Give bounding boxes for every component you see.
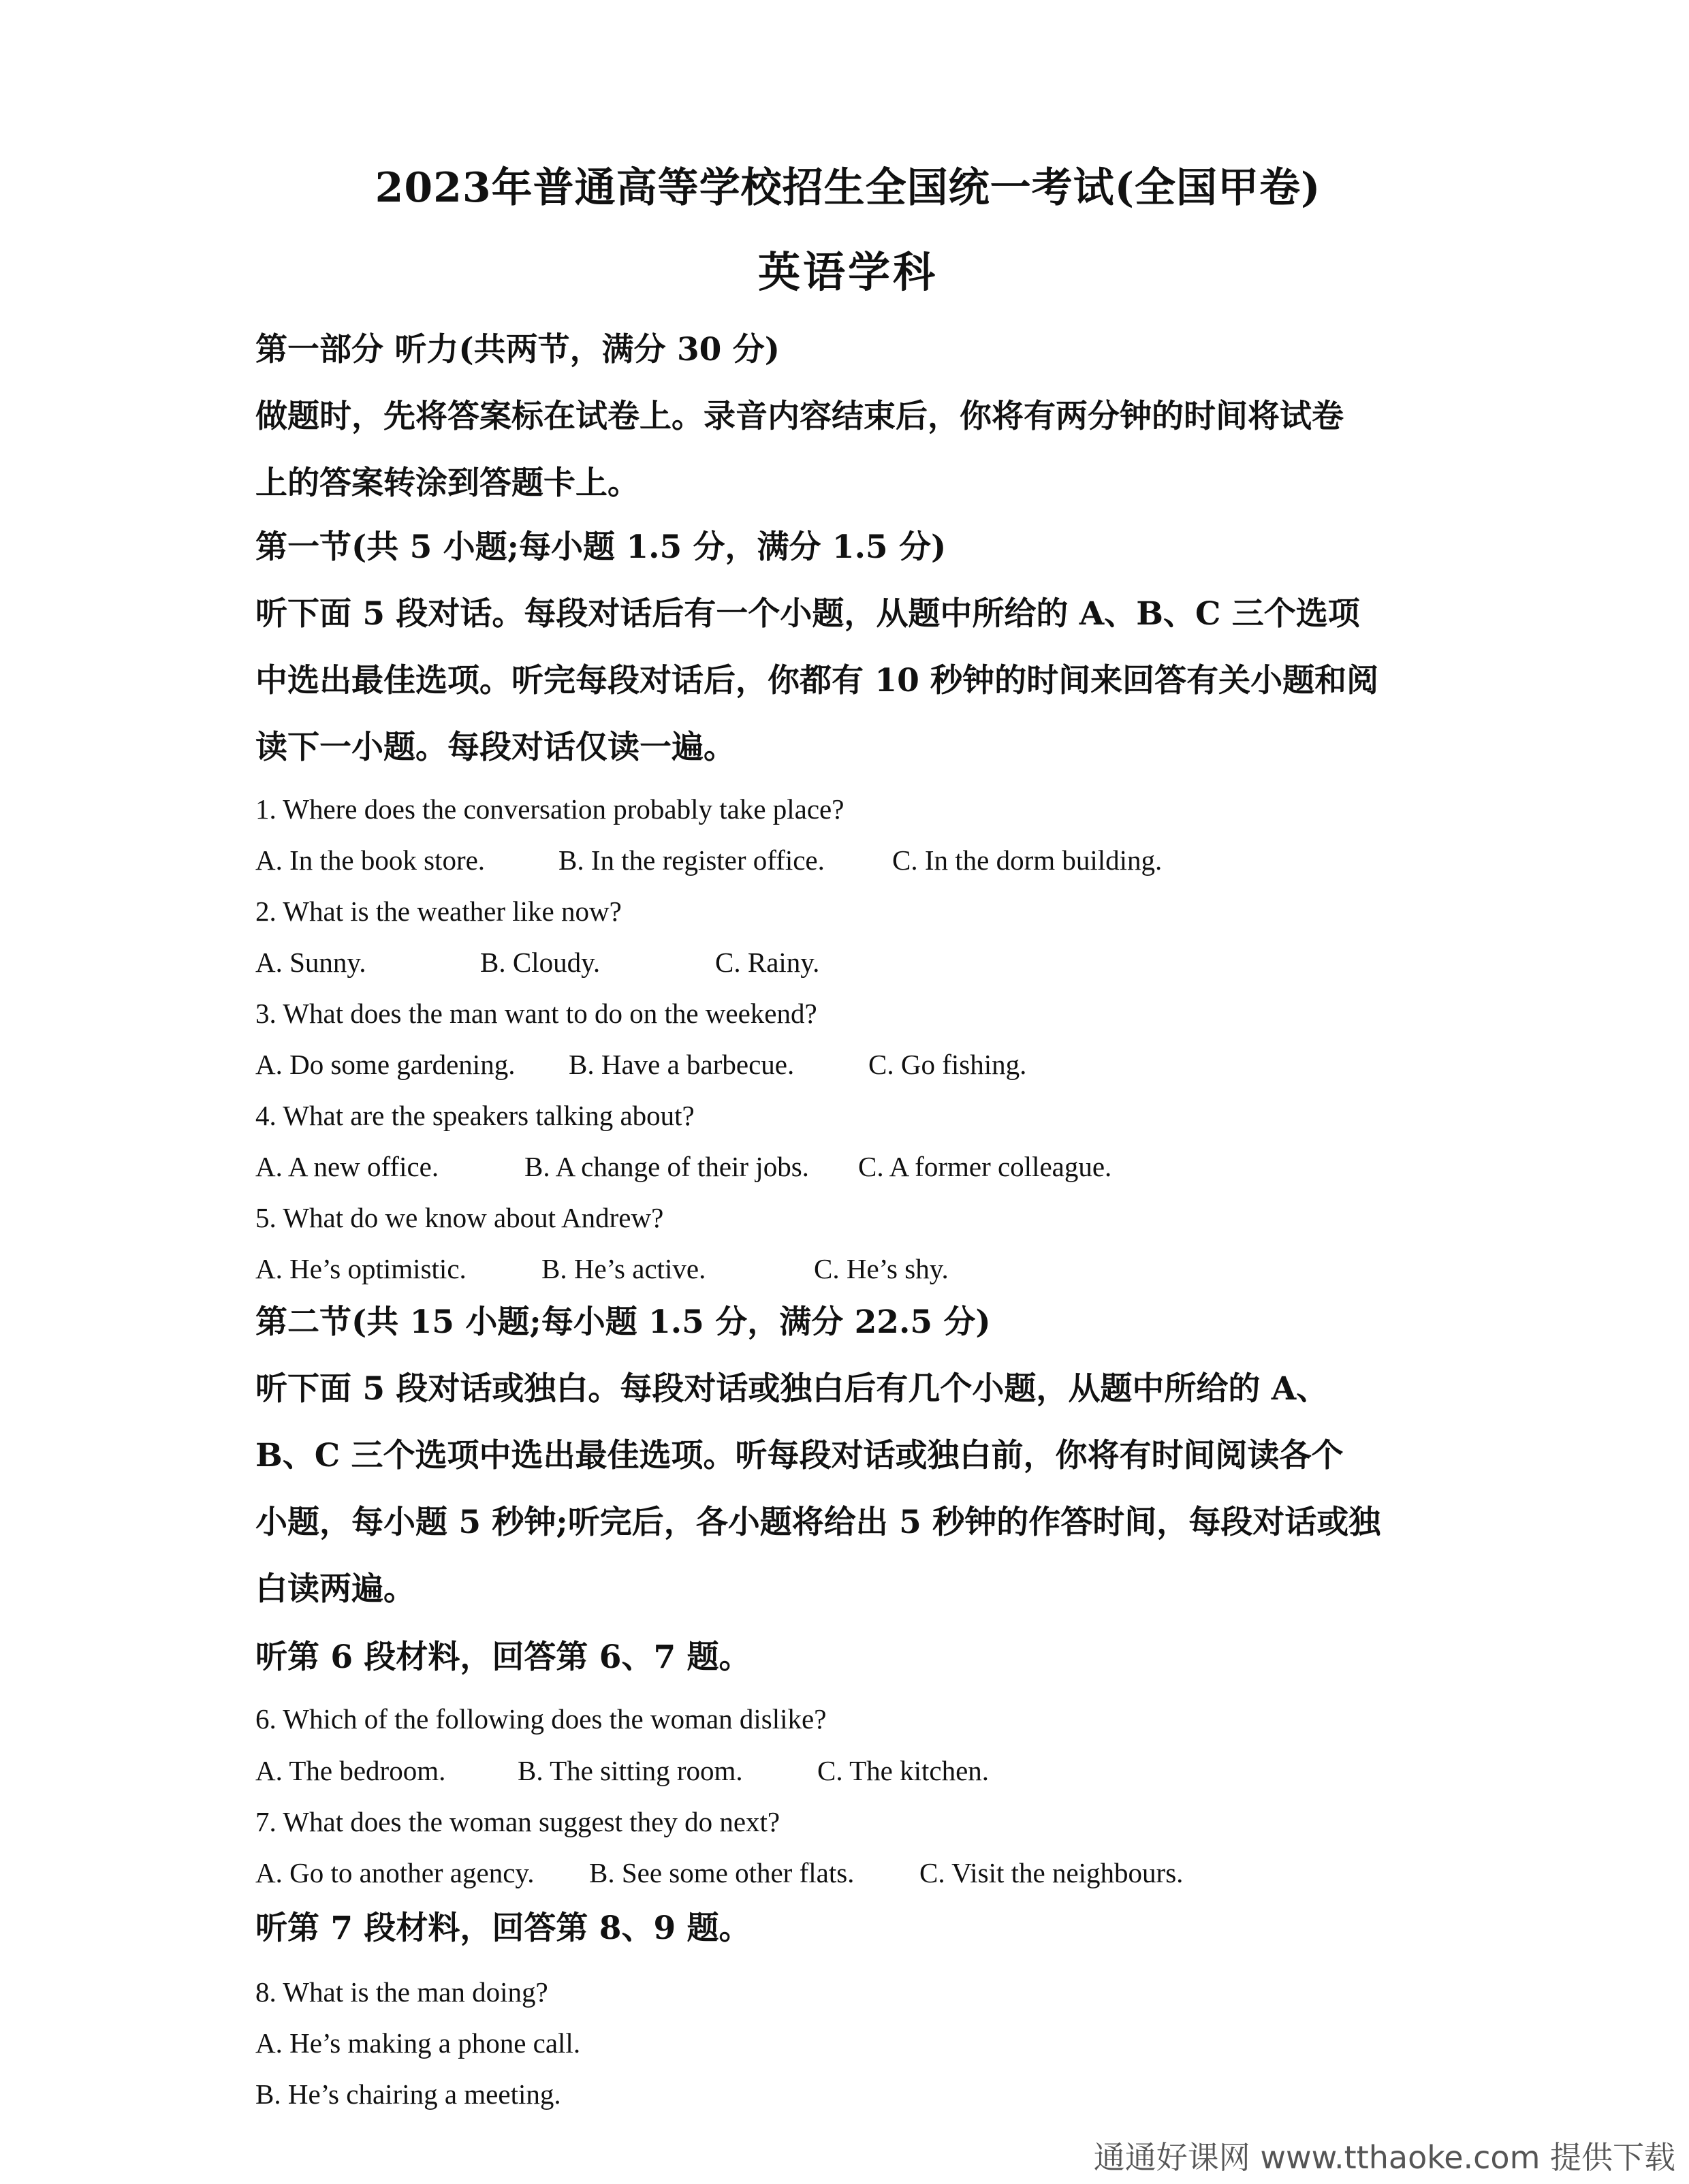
- option-a: A. The bedroom.: [255, 1755, 446, 1786]
- question-2: 2. What is the weather like now?: [255, 896, 622, 927]
- material-6-heading: 听第 6 段材料，回答第 6、7 题。: [255, 1639, 751, 1676]
- part1-instruction-line: 上的答案转涂到答题卡上。: [255, 464, 640, 502]
- watermark-footer: 通通好课网 www.tthaoke.com 提供下载: [1093, 2139, 1675, 2176]
- material-7-heading: 听第 7 段材料，回答第 8、9 题。: [255, 1910, 751, 1947]
- option-a: A. A new office.: [255, 1151, 439, 1182]
- option-c: C. The kitchen.: [817, 1755, 990, 1786]
- option-a: A. Sunny.: [255, 947, 366, 978]
- section1-instruction-line: 中选出最佳选项。听完每段对话后，你都有 10 秒钟的时间来回答有关小题和阅: [255, 662, 1379, 699]
- option-c: C. Visit the neighbours.: [919, 1857, 1184, 1888]
- question-7: 7. What does the woman suggest they do next?: [255, 1806, 780, 1837]
- option-c: C. He’s shy.: [814, 1253, 949, 1284]
- question-5: 5. What do we know about Andrew?: [255, 1202, 664, 1233]
- exam-subject: 英语学科: [757, 247, 938, 297]
- option-c: C. A former colleague.: [858, 1151, 1112, 1182]
- section2-instruction-line: 小题，每小题 5 秒钟;听完后，各小题将给出 5 秒钟的作答时间，每段对话或独: [255, 1504, 1381, 1541]
- question-8-option-b: B. He’s chairing a meeting.: [255, 2078, 561, 2110]
- option-b: B. See some other flats.: [589, 1857, 855, 1888]
- option-b: B. Cloudy.: [480, 947, 601, 978]
- exam-title: 2023年普通高等学校招生全国统一考试(全国甲卷): [375, 164, 1321, 212]
- section2-instruction-line: B、C 三个选项中选出最佳选项。听每段对话或独白前，你将有时间阅读各个: [255, 1437, 1344, 1474]
- option-b: B. He’s active.: [541, 1253, 706, 1284]
- option-a: A. Do some gardening.: [255, 1049, 516, 1080]
- option-c: C. Go fishing.: [868, 1049, 1027, 1080]
- option-b: B. Have a barbecue.: [569, 1049, 795, 1080]
- section1-heading: 第一节(共 5 小题;每小题 1.5 分，满分 1.5 分): [255, 528, 947, 566]
- question-8: 8. What is the man doing?: [255, 1976, 548, 2008]
- option-b: B. In the register office.: [558, 844, 825, 876]
- part1-instruction-line: 做题时，先将答案标在试卷上。录音内容结束后，你将有两分钟的时间将试卷: [255, 398, 1344, 435]
- question-4: 4. What are the speakers talking about?: [255, 1100, 695, 1131]
- option-a: A. In the book store.: [255, 844, 486, 876]
- question-6: 6. Which of the following does the woman dislike?: [255, 1703, 827, 1735]
- option-c: C. In the dorm building.: [892, 844, 1163, 876]
- option-b: B. A change of their jobs.: [524, 1151, 809, 1182]
- section1-instruction-line: 听下面 5 段对话。每段对话后有一个小题，从题中所给的 A、B、C 三个选项: [255, 595, 1360, 633]
- option-a: A. He’s optimistic.: [255, 1253, 467, 1284]
- section2-heading: 第二节(共 15 小题;每小题 1.5 分，满分 22.5 分): [255, 1303, 991, 1341]
- part1-heading: 第一部分 听力(共两节，满分 30 分): [255, 331, 780, 368]
- question-1: 1. Where does the conversation probably take place?: [255, 793, 844, 825]
- option-b: B. The sitting room.: [518, 1755, 743, 1786]
- question-8-option-a: A. He’s making a phone call.: [255, 2027, 581, 2059]
- option-c: C. Rainy.: [715, 947, 820, 978]
- question-3: 3. What does the man want to do on the weekend?: [255, 998, 817, 1029]
- section2-instruction-line: 白读两遍。: [255, 1570, 415, 1608]
- section1-instruction-line: 读下一小题。每段对话仅读一遍。: [255, 729, 736, 766]
- section2-instruction-line: 听下面 5 段对话或独白。每段对话或独白后有几个小题，从题中所给的 A、: [255, 1370, 1329, 1408]
- option-a: A. Go to another agency.: [255, 1857, 535, 1888]
